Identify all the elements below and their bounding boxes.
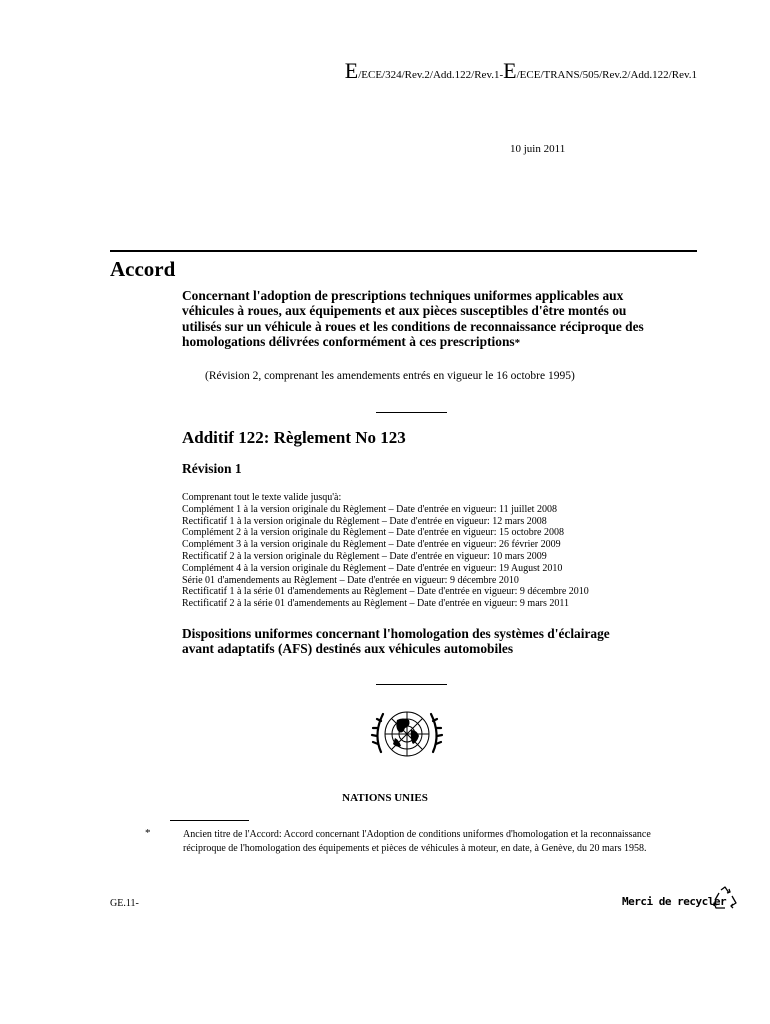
- un-emblem-icon: [367, 700, 447, 772]
- amendment-item: Complément 1 à la version originale du Règlement – Date d'entrée en vigueur: 11 juillet 2008: [182, 503, 557, 515]
- recycle-icon: [711, 884, 739, 912]
- job-number: GE.11-: [110, 898, 139, 909]
- amendment-item: Rectificatif 1 à la version originale du Règlement – Date d'entrée en vigueur: 12 mars 2008: [182, 515, 547, 527]
- separator-rule: [376, 412, 447, 413]
- footnote-mark: *: [145, 827, 151, 839]
- footnote-text: Ancien titre de l'Accord: Accord concernant l'Adoption de conditions uniformes d'homologation et la reconnaissance réciproque de l'homologation des équipements et pièces de véhicules à moteur, en date, à Genève, du 20 mars 1958.: [183, 829, 651, 854]
- amendment-item: Complément 4 à la version originale du Règlement – Date d'entrée en vigueur: 19 August 2010: [182, 562, 563, 574]
- amendment-item: Rectificatif 1 à la série 01 d'amendements au Règlement – Date d'entrée en vigueur: 9 décembre 2010: [182, 586, 589, 598]
- subtitle-footnote-mark: *: [514, 337, 521, 350]
- dispositions-heading: Dispositions uniformes concernant l'homologation des systèmes d'éclairage avant adaptatifs (AFS) destinés aux véhicules automobiles: [182, 626, 610, 657]
- symbol-prefix-2: E: [503, 58, 517, 83]
- symbol-prefix-1: E: [344, 58, 359, 83]
- amendment-item: Comprenant tout le texte valide jusqu'à:: [182, 492, 342, 503]
- agreement-subtitle: [182, 288, 652, 352]
- amendment-list: [182, 492, 589, 610]
- amendment-item: Rectificatif 2 à la série 01 d'amendements au Règlement – Date d'entrée en vigueur: 9 mars 2011: [182, 598, 569, 610]
- amendment-item: Complément 3 à la version originale du Règlement – Date d'entrée en vigueur: 26 février 2009: [182, 539, 561, 551]
- document-date: 10 juin 2011: [510, 143, 566, 155]
- additif-heading: Additif 122: Règlement No 123: [182, 428, 406, 447]
- top-rule: [110, 250, 697, 252]
- amendment-item: Complément 2 à la version originale du Règlement – Date d'entrée en vigueur: 15 octobre 2008: [182, 527, 564, 539]
- document-symbol: [0, 58, 697, 84]
- amendment-item: Série 01 d'amendements au Règlement – Date d'entrée en vigueur: 9 décembre 2010: [182, 574, 519, 586]
- revision-note: (Révision 2, comprenant les amendements entrés en vigueur le 16 octobre 1995): [205, 370, 575, 382]
- amendment-item: Rectificatif 2 à la version originale du Règlement – Date d'entrée en vigueur: 10 mars 2009: [182, 550, 547, 562]
- separator-rule: [376, 684, 447, 685]
- recycle-text: Merci de recycler: [622, 895, 727, 908]
- page-title: Accord: [110, 257, 176, 281]
- subtitle-text: Concernant l'adoption de prescriptions techniques uniformes applicables aux véhicules à roues, aux équipements et aux pièces susceptibles d'être montés ou utilisés sur un véhicule à roues et les conditions de reconnaissance réciproque des homologations délivrées conformément à ces prescriptions: [182, 288, 644, 350]
- footnote-rule: [170, 820, 249, 821]
- symbol-rest-2: /ECE/TRANS/505/Rev.2/Add.122/Rev.1: [516, 69, 697, 81]
- symbol-rest-1: /ECE/324/Rev.2/Add.122/Rev.1-: [358, 69, 504, 81]
- revision-heading: Révision 1: [182, 461, 242, 476]
- organization-name: NATIONS UNIES: [342, 792, 428, 804]
